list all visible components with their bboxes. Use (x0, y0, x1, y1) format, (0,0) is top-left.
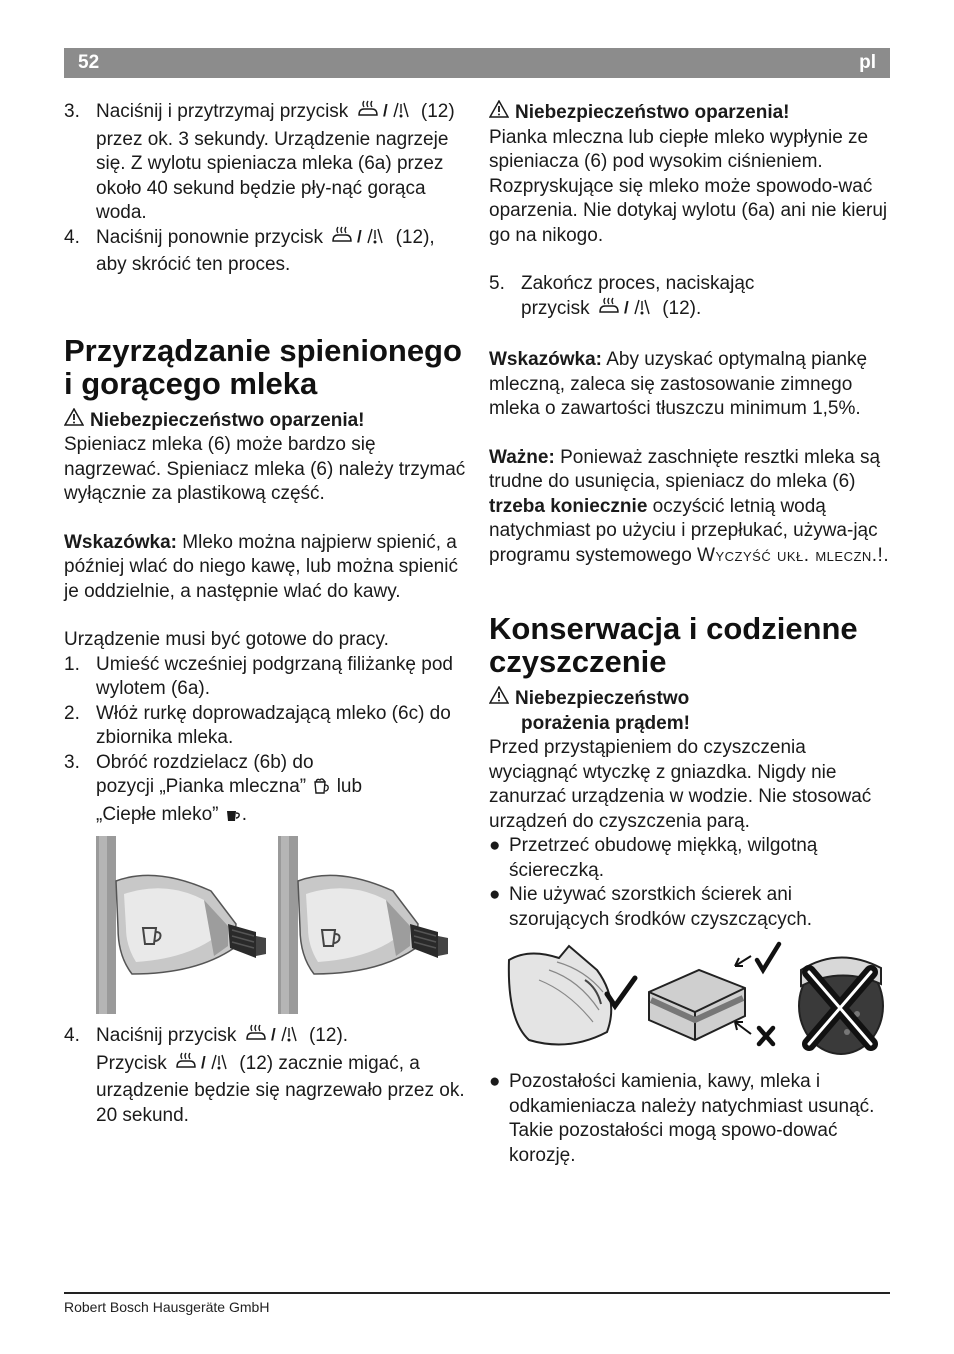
burn-warning-text: Spieniacz mleka (6) może bardzo się nagrzewać. Spieniacz mleka (6) należy trzymać wyłącznie za plastikową część. (64, 434, 466, 504)
svg-text:/: / (201, 1052, 206, 1072)
bullet-item: ● Nie używać szorstkich ścierek ani szorujących środków czyszczących. (489, 884, 813, 930)
milk-steam-button-icon (597, 297, 655, 325)
warning-triangle-icon (64, 408, 84, 434)
step-4: 4. Naciśnij ponownie przycisk / (12), aby skrócić ten proces. (64, 226, 435, 275)
step-3b: 3. Obróć rozdzielacz (6b) do pozycji „Pianka mleczna” lub „Ciepłe mleko” . (64, 751, 466, 831)
important-paragraph: Ważne: Ponieważ zaschnięte resztki mleka są trudne do usunięcia, spieniacz do mleka (6) trzeba koniecznie oczyścić letnią wodą natychmiast po użyciu i przepłukać, używa-jąc programu systemowego Wyczyść ukł. mleczn.!. (489, 446, 889, 566)
cleaning-bullets (489, 834, 891, 932)
step-5: 5. Zakończ proces, naciskając przycisk / (12). (489, 272, 891, 324)
step-1: 1. Umieść wcześniej podgrzaną filiżankę pod wylotem (6a). (64, 653, 453, 699)
page-header (64, 48, 890, 78)
page-number: 52 (78, 52, 100, 73)
residue-bullets (489, 1070, 891, 1168)
milk-steam-button-icon (244, 1024, 302, 1052)
section-heading-milk: Przyrządzanie spienionego i gorącego mleka (64, 332, 462, 401)
bullet-item: ● Przetrzeć obudowę miękką, wilgotną ściereczką. (489, 835, 818, 881)
steps-list-d (489, 272, 891, 324)
frother-image-foam (96, 836, 266, 1014)
cleaning-tools-image (489, 940, 891, 1062)
tip-paragraph-right: Wskazówka: Aby uzyskać optymalną piankę mleczną, zaleca się zastosowanie zimnego mleka o zawartości tłuszczu minimum 1,5%. (489, 349, 868, 419)
svg-text:/: / (623, 297, 629, 317)
shock-warning-title: Niebezpieczeństwo (489, 686, 891, 712)
frother-image-hot-milk (278, 836, 448, 1014)
frother-images (64, 836, 466, 1018)
milk-steam-button-icon (330, 226, 388, 254)
section-heading-cleaning: Konserwacja i codzienne czyszczenie (489, 611, 858, 679)
language-code: pl (859, 52, 876, 73)
warning-triangle-icon (489, 100, 509, 126)
shock-warning-title-2: porażenia prądem! (521, 712, 690, 734)
step-4b: 4. Naciśnij przycisk / (12). Przycisk / (12) zacznie migać, a urządzenie będzie się nagrzewało przez ok. 20 sekund. (64, 1025, 465, 1126)
pressure-warning-title: Niebezpieczeństwo oparzenia! (489, 100, 891, 126)
milk-foam-cup-icon (313, 777, 329, 803)
svg-text:/: / (357, 226, 363, 246)
pressure-warning-text: Pianka mleczna lub ciepłe mleko wypłynie ze spieniacza (6) pod wysokim ciśnieniem. Rozpryskujące się mleko może spowodo-wać oparzenia. Nie dotykaj wylotu (6a) ani nie kieruj go na nikogo. (489, 126, 888, 246)
milk-steam-button-icon (174, 1052, 232, 1080)
step-3: 3. Naciśnij i przytrzymaj przycisk / (12) przez ok. 3 sekundy. Urządzenie nagrzeje się. Z wylotu spieniacza mleka (6a) przez około 40 sekund będzie pły-nąć gorąca woda. (64, 101, 455, 223)
right-column (489, 100, 891, 1168)
svg-text:/: / (382, 101, 388, 120)
steps-list-a (64, 100, 466, 278)
svg-text:/: / (270, 1025, 276, 1044)
shock-warning-text: Przed przystąpieniem do czyszczenia wyciągnąć wtyczkę z gniazdka. Nigdy nie zanurzać urządzenia w wodzie. Nie stosować urządzeń do czyszczenia parą. (489, 737, 872, 832)
warning-triangle-icon (489, 686, 509, 712)
burn-warning-title: Niebezpieczeństwo oparzenia! (64, 408, 466, 434)
steps-list-b (64, 653, 466, 831)
program-name: Wyczyść ukł. mleczn.! (697, 544, 884, 566)
footer-divider (64, 1292, 890, 1294)
tip-paragraph: Wskazówka: Mleko można najpierw spienić, a później wlać do niego kawę, lub można spienić je oddzielnie, a następnie wlać do kawy. (64, 531, 458, 602)
footer-company: Robert Bosch Hausgeräte GmbH (64, 1299, 270, 1315)
ready-text: Urządzenie musi być gotowe do pracy. (64, 629, 389, 650)
bullet-item: ● Pozostałości kamienia, kawy, mleka i odkamieniacza należy natychmiast usunąć. Takie pozostałości mogą spowo-dować korozję. (489, 1071, 875, 1166)
hot-milk-cup-icon (226, 806, 240, 831)
step-2: 2. Włóż rurkę doprowadzającą mleko (6c) do zbiornika mleka. (64, 702, 451, 748)
steps-list-c (64, 1024, 466, 1128)
left-column (64, 100, 466, 1128)
milk-steam-button-icon (356, 100, 414, 128)
